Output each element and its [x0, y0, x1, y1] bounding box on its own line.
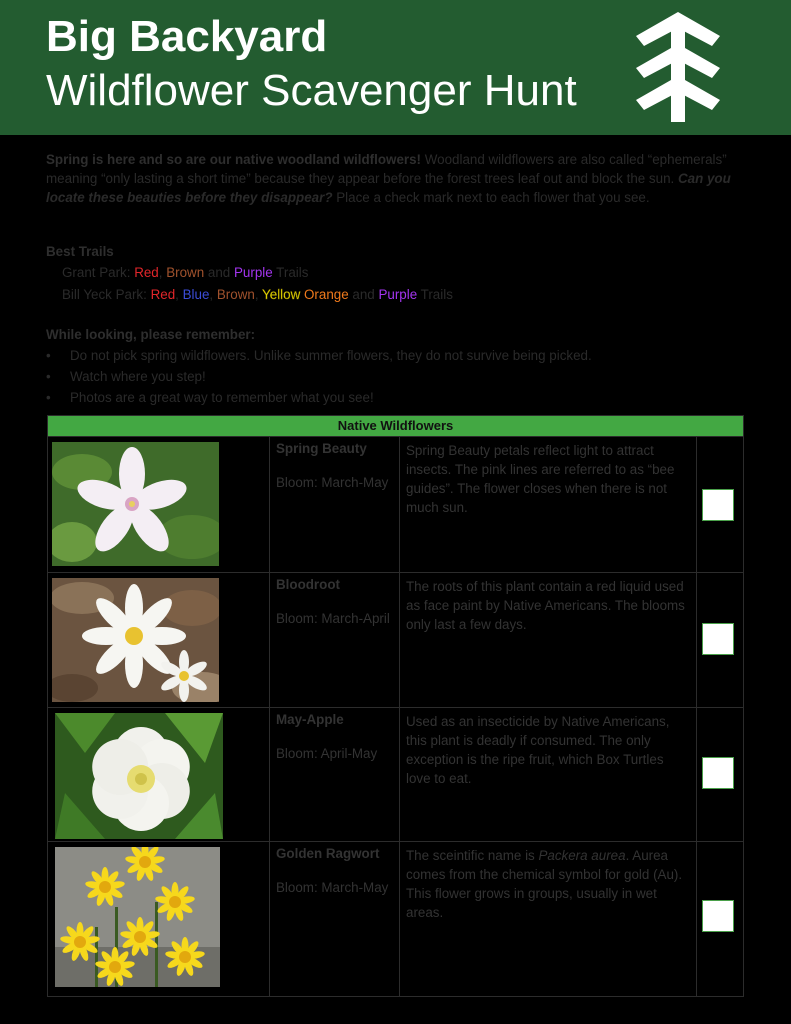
- spring-beauty-photo: [52, 442, 219, 566]
- flower-description: Used as an insecticide by Native Americans, this plant is deadly if consumed. The only exception is the ripe fruit, which Box Turtles love to eat.: [400, 708, 697, 841]
- bill-blue-trail: Blue: [182, 287, 210, 302]
- description-text: . Aurea comes from the chemical symbol for gold (Au). This flower grows in groups, usually in wet areas.: [406, 848, 683, 920]
- check-cell: [697, 842, 743, 996]
- check-cell: [697, 708, 743, 841]
- spring-beauty-checkbox[interactable]: [702, 489, 734, 521]
- intro-text-2: Place a check mark next to each flower that you see.: [332, 190, 650, 205]
- grant-brown-trail: Brown: [166, 265, 205, 280]
- name-cell: [270, 708, 400, 841]
- may-apple-photo: [55, 713, 223, 839]
- flower-name: Bloodroot: [276, 577, 340, 592]
- table-row: [48, 841, 743, 996]
- flower-description: [400, 842, 697, 996]
- bloom-time: Bloom: March-May: [276, 880, 389, 895]
- grant-park-trails: [62, 265, 308, 280]
- name-cell: [270, 573, 400, 707]
- bill-orange-trail: Orange: [304, 287, 349, 302]
- wildflower-table: [47, 415, 744, 997]
- bloodroot-photo: [52, 578, 219, 702]
- table-row: [48, 572, 743, 707]
- trails-suffix: Trails: [417, 287, 453, 302]
- bloom-time: Bloom: April-May: [276, 746, 378, 761]
- grant-red-trail: Red: [134, 265, 159, 280]
- flower-name: Golden Ragwort: [276, 846, 380, 861]
- table-row: [48, 707, 743, 841]
- intro-paragraph: [46, 150, 746, 207]
- golden-ragwort-photo: [55, 847, 220, 987]
- flower-name: May-Apple: [276, 712, 344, 727]
- remember-list: [46, 345, 592, 408]
- grant-park-label: Grant Park:: [62, 265, 135, 280]
- check-cell: [697, 437, 743, 572]
- list-item: • Do not pick spring wildflowers. Unlike summer flowers, they do not survive being picked.: [46, 345, 592, 366]
- flower-name: Spring Beauty: [276, 441, 367, 456]
- bloom-time: Bloom: March-May: [276, 475, 389, 490]
- flower-description: Spring Beauty petals reflect light to attract insects. The pink lines are referred to as “bee guides”. The flower closes when there is not much sun.: [400, 437, 697, 572]
- title-line-2: Wildflower Scavenger Hunt: [46, 66, 577, 115]
- intro-lead: Spring is here and so are our native woodland wildflowers!: [46, 152, 422, 167]
- scientific-name: Packera aurea: [538, 848, 626, 863]
- intro-question: Can you locate these beauties before they disappear?: [46, 171, 731, 205]
- name-cell: [270, 437, 400, 572]
- bill-yellow-trail: Yellow: [262, 287, 301, 302]
- separator: and: [204, 265, 234, 280]
- name-cell: [270, 842, 400, 996]
- bill-brown-trail: Brown: [216, 287, 255, 302]
- table-row: [48, 436, 743, 572]
- may-apple-checkbox[interactable]: [702, 757, 734, 789]
- photo-cell: [48, 842, 270, 996]
- remember-heading: While looking, please remember:: [46, 327, 256, 342]
- bill-yeck-park-trails: [62, 287, 453, 302]
- bloom-time: Bloom: March-April: [276, 611, 390, 626]
- separator: ,: [209, 287, 217, 302]
- header-banner: [0, 0, 791, 135]
- flower-description: The roots of this plant contain a red liquid used as face paint by Native Americans. The blooms only last a few days.: [400, 573, 697, 707]
- intro-text-1: Woodland wildflowers are also called “ephemerals” meaning “only lasting a short time” because they appear before the forest trees leaf out and block the sun.: [46, 152, 727, 186]
- trails-heading: Best Trails: [46, 244, 114, 259]
- bill-yeck-label: Bill Yeck Park:: [62, 287, 151, 302]
- photo-cell: [48, 437, 270, 572]
- bill-red-trail: Red: [150, 287, 176, 302]
- bill-purple-trail: Purple: [378, 287, 418, 302]
- separator: ,: [254, 287, 263, 302]
- separator: ,: [158, 265, 167, 280]
- table-heading: Native Wildflowers: [48, 416, 743, 436]
- separator: and: [348, 287, 379, 302]
- list-item: • Photos are a great way to remember what you see!: [46, 387, 592, 408]
- trails-suffix: Trails: [272, 265, 309, 280]
- grant-purple-trail: Purple: [233, 265, 273, 280]
- title-line-1: Big Backyard: [46, 12, 328, 61]
- photo-cell: [48, 573, 270, 707]
- bloodroot-checkbox[interactable]: [702, 623, 734, 655]
- golden-ragwort-checkbox[interactable]: [702, 900, 734, 932]
- photo-cell: [48, 708, 270, 841]
- check-cell: [697, 573, 743, 707]
- description-text: The sceintific name is: [406, 848, 539, 863]
- tree-icon: [632, 10, 724, 122]
- separator: ,: [175, 287, 183, 302]
- list-item: • Watch where you step!: [46, 366, 592, 387]
